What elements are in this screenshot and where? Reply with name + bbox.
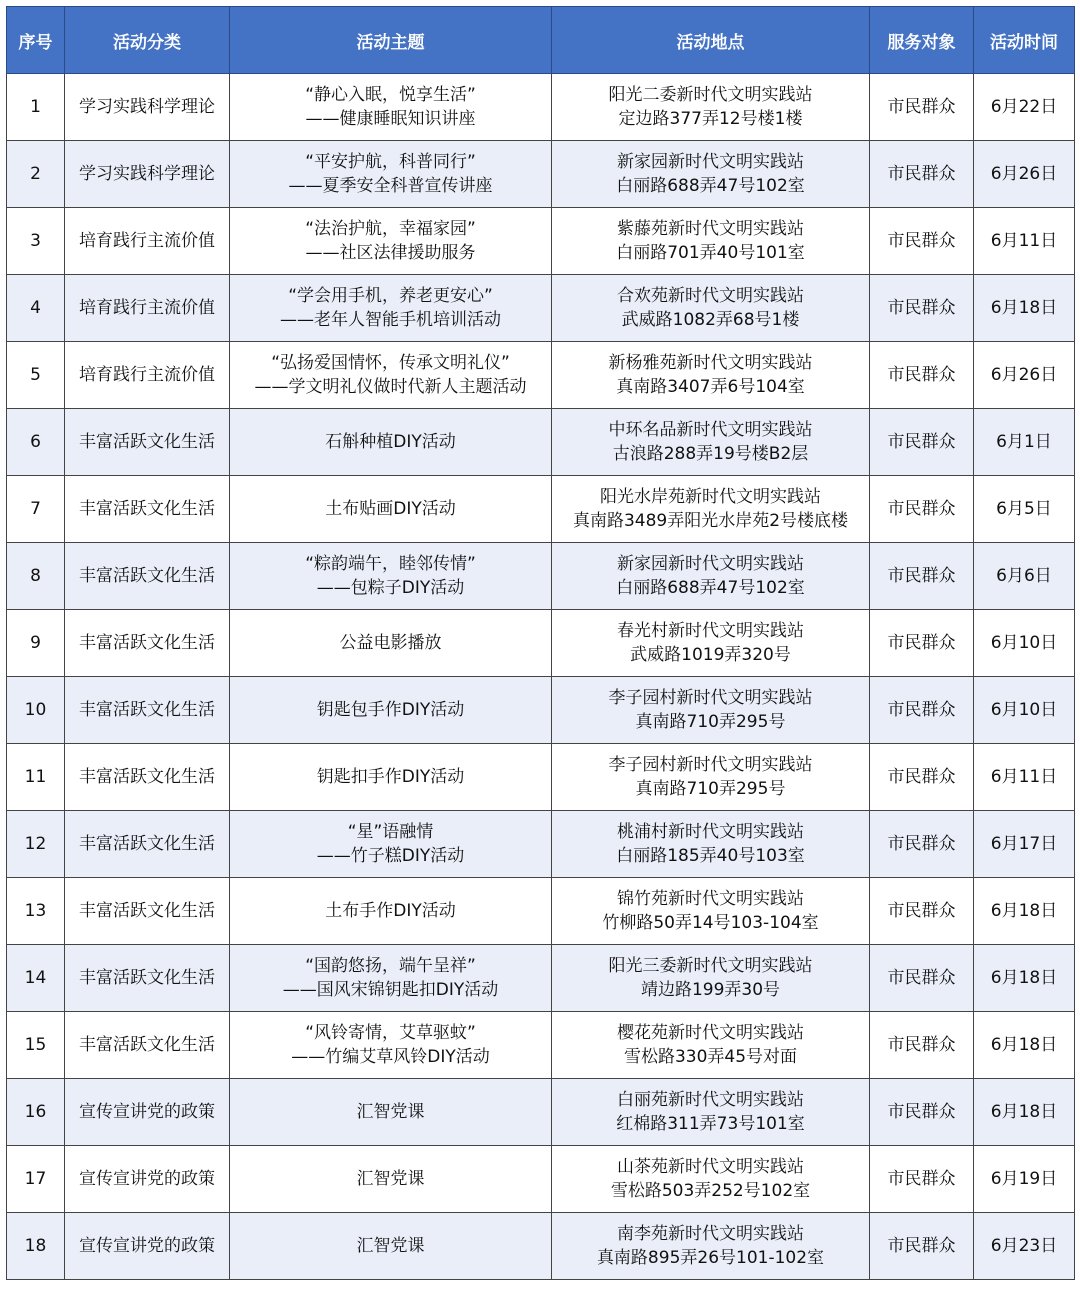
cell-location-line: 桃浦村新时代文明实践站 [617,822,804,842]
cell-date: 6月11日 [974,208,1075,275]
cell-location [552,610,870,677]
table-row [7,945,1075,1012]
header-audience: 服务对象 [870,7,974,74]
cell-category: 丰富活跃文化生活 [65,744,230,811]
cell-topic [230,409,552,476]
cell-topic-line: ——健康睡眠知识讲座 [305,109,476,129]
cell-audience: 市民群众 [870,878,974,945]
cell-topic-line: “弘扬爱国情怀，传承文明礼仪” [271,353,510,373]
cell-topic-line: 土布手作DIY活动 [325,901,456,921]
cell-topic [230,1213,552,1280]
cell-audience: 市民群众 [870,677,974,744]
cell-location-line: 竹柳路50弄14号103-104室 [602,913,819,933]
cell-category: 丰富活跃文化生活 [65,409,230,476]
cell-date: 6月23日 [974,1213,1075,1280]
cell-audience: 市民群众 [870,208,974,275]
table-row [7,476,1075,543]
cell-topic-line: ——夏季安全科普宣传讲座 [288,176,493,196]
cell-location [552,275,870,342]
cell-topic-line: “学会用手机，养老更安心” [288,286,493,306]
header-location: 活动地点 [552,7,870,74]
cell-topic-line: ——竹编艾草风铃DIY活动 [291,1047,490,1067]
cell-audience: 市民群众 [870,476,974,543]
cell-date: 6月1日 [974,409,1075,476]
cell-location-line: 合欢苑新时代文明实践站 [617,286,804,306]
cell-location-line: 新杨雅苑新时代文明实践站 [608,353,813,373]
cell-topic-line: “国韵悠扬，端午呈祥” [305,956,476,976]
cell-topic-line: ——学文明礼仪做时代新人主题活动 [254,377,527,397]
cell-topic-line: 汇智党课 [356,1236,425,1256]
cell-no: 4 [7,275,65,342]
cell-location-line: 真南路710弄295号 [635,779,786,799]
cell-topic-line: ——老年人智能手机培训活动 [280,310,501,330]
cell-location-line: 武威路1019弄320号 [630,645,791,665]
cell-topic-line: “静心入眠，悦享生活” [305,85,476,105]
table-row [7,1012,1075,1079]
cell-location-line: 靖边路199弄30号 [640,980,781,1000]
cell-location-line: 山茶苑新时代文明实践站 [617,1157,804,1177]
cell-location [552,74,870,141]
cell-no: 5 [7,342,65,409]
cell-category: 宣传宣讲党的政策 [65,1146,230,1213]
cell-date: 6月18日 [974,1079,1075,1146]
cell-audience: 市民群众 [870,275,974,342]
cell-topic-line: 公益电影播放 [339,633,442,653]
cell-category: 丰富活跃文化生活 [65,677,230,744]
cell-topic [230,1079,552,1146]
table-row [7,610,1075,677]
cell-audience: 市民群众 [870,342,974,409]
cell-topic [230,610,552,677]
cell-topic [230,878,552,945]
table-body [7,74,1075,1280]
cell-audience: 市民群众 [870,1012,974,1079]
cell-category: 宣传宣讲党的政策 [65,1213,230,1280]
cell-category: 培育践行主流价值 [65,275,230,342]
cell-location-line: 真南路3407弄6号104室 [616,377,805,397]
table-row [7,208,1075,275]
cell-date: 6月22日 [974,74,1075,141]
table-row [7,1079,1075,1146]
cell-category: 丰富活跃文化生活 [65,543,230,610]
cell-category: 学习实践科学理论 [65,141,230,208]
cell-topic-line: “平安护航，科普同行” [305,152,476,172]
cell-topic [230,74,552,141]
cell-topic [230,945,552,1012]
cell-date: 6月26日 [974,342,1075,409]
cell-location-line: 定边路377弄12号楼1楼 [618,109,803,129]
cell-audience: 市民群众 [870,811,974,878]
cell-location-line: 新家园新时代文明实践站 [617,554,804,574]
cell-location [552,744,870,811]
cell-location-line: 阳光三委新时代文明实践站 [608,956,813,976]
cell-date: 6月18日 [974,878,1075,945]
cell-location-line: 南李苑新时代文明实践站 [617,1224,804,1244]
cell-location-line: 白丽路185弄40号103室 [616,846,805,866]
cell-date: 6月5日 [974,476,1075,543]
table-row [7,543,1075,610]
table-row [7,1146,1075,1213]
cell-audience: 市民群众 [870,1146,974,1213]
table-header [7,7,1075,74]
table-row [7,74,1075,141]
cell-no: 17 [7,1146,65,1213]
cell-location-line: 白丽苑新时代文明实践站 [617,1090,804,1110]
cell-audience: 市民群众 [870,409,974,476]
cell-topic-line: 钥匙扣手作DIY活动 [316,767,465,787]
cell-audience: 市民群众 [870,543,974,610]
cell-date: 6月10日 [974,677,1075,744]
cell-category: 丰富活跃文化生活 [65,1012,230,1079]
cell-location [552,1012,870,1079]
cell-topic-line: ——包粽子DIY活动 [316,578,465,598]
header-date: 活动时间 [974,7,1075,74]
cell-date: 6月26日 [974,141,1075,208]
cell-audience: 市民群众 [870,141,974,208]
cell-topic-line: ——社区法律援助服务 [305,243,476,263]
cell-topic-line: 汇智党课 [356,1169,425,1189]
header-topic: 活动主题 [230,7,552,74]
cell-location [552,208,870,275]
cell-no: 8 [7,543,65,610]
cell-no: 11 [7,744,65,811]
cell-category: 培育践行主流价值 [65,342,230,409]
cell-location-line: 真南路710弄295号 [635,712,786,732]
cell-topic [230,811,552,878]
cell-no: 3 [7,208,65,275]
cell-date: 6月10日 [974,610,1075,677]
cell-category: 培育践行主流价值 [65,208,230,275]
table-row [7,1213,1075,1280]
cell-location [552,945,870,1012]
table-row [7,409,1075,476]
cell-date: 6月18日 [974,275,1075,342]
cell-category: 宣传宣讲党的政策 [65,1079,230,1146]
cell-location [552,342,870,409]
cell-date: 6月19日 [974,1146,1075,1213]
cell-audience: 市民群众 [870,610,974,677]
cell-location-line: 白丽路701弄40号101室 [616,243,805,263]
cell-topic [230,141,552,208]
cell-audience: 市民群众 [870,1213,974,1280]
cell-audience: 市民群众 [870,945,974,1012]
cell-location [552,1079,870,1146]
cell-location [552,1146,870,1213]
cell-topic [230,208,552,275]
cell-location-line: 红棉路311弄73号101室 [616,1114,805,1134]
table-row [7,677,1075,744]
cell-topic [230,1012,552,1079]
cell-category: 丰富活跃文化生活 [65,878,230,945]
cell-no: 7 [7,476,65,543]
cell-topic [230,677,552,744]
cell-topic-line: ——国风宋锦钥匙扣DIY活动 [282,980,499,1000]
cell-topic [230,1146,552,1213]
table-row [7,342,1075,409]
cell-location-line: 雪松路330弄45号对面 [623,1047,798,1067]
cell-topic-line: 钥匙包手作DIY活动 [316,700,465,720]
header-row [7,7,1075,74]
table-row [7,275,1075,342]
cell-no: 10 [7,677,65,744]
cell-audience: 市民群众 [870,1079,974,1146]
cell-location [552,141,870,208]
cell-location-line: 古浪路288弄19号楼B2层 [612,444,809,464]
header-category: 活动分类 [65,7,230,74]
cell-date: 6月11日 [974,744,1075,811]
cell-location-line: 白丽路688弄47号102室 [616,578,805,598]
cell-topic [230,744,552,811]
cell-no: 2 [7,141,65,208]
cell-location-line: 白丽路688弄47号102室 [616,176,805,196]
cell-location-line: 阳光二委新时代文明实践站 [608,85,813,105]
cell-topic-line: “星”语融情 [347,822,434,842]
cell-topic-line: 石斛种植DIY活动 [325,432,456,452]
cell-category: 丰富活跃文化生活 [65,476,230,543]
cell-location-line: 李子园村新时代文明实践站 [608,688,813,708]
cell-topic [230,342,552,409]
cell-no: 6 [7,409,65,476]
cell-category: 丰富活跃文化生活 [65,610,230,677]
cell-location-line: 紫藤苑新时代文明实践站 [617,219,804,239]
cell-no: 13 [7,878,65,945]
cell-location [552,878,870,945]
cell-location-line: 中环名品新时代文明实践站 [608,420,813,440]
cell-location-line: 阳光水岸苑新时代文明实践站 [600,487,821,507]
cell-topic-line: “法治护航，幸福家园” [305,219,476,239]
cell-location-line: 锦竹苑新时代文明实践站 [617,889,804,909]
cell-topic-line: 汇智党课 [356,1102,425,1122]
cell-audience: 市民群众 [870,74,974,141]
cell-location [552,677,870,744]
cell-location [552,543,870,610]
cell-category: 学习实践科学理论 [65,74,230,141]
cell-no: 12 [7,811,65,878]
cell-no: 9 [7,610,65,677]
cell-category: 丰富活跃文化生活 [65,811,230,878]
cell-location [552,409,870,476]
cell-location-line: 新家园新时代文明实践站 [617,152,804,172]
activity-table [6,6,1075,1280]
cell-location-line: 真南路3489弄阳光水岸苑2号楼底楼 [572,511,849,531]
cell-location-line: 武威路1082弄68号1楼 [621,310,800,330]
cell-audience: 市民群众 [870,744,974,811]
cell-topic [230,275,552,342]
cell-topic-line: “粽韵端午，睦邻传情” [305,554,476,574]
header-no: 序号 [7,7,65,74]
cell-location [552,476,870,543]
table-row [7,878,1075,945]
table-row [7,141,1075,208]
cell-location-line: 春光村新时代文明实践站 [617,621,804,641]
cell-location-line: 真南路895弄26号101-102室 [596,1248,825,1268]
cell-no: 16 [7,1079,65,1146]
cell-topic [230,476,552,543]
cell-no: 14 [7,945,65,1012]
table-row [7,811,1075,878]
cell-date: 6月18日 [974,1012,1075,1079]
cell-location [552,1213,870,1280]
cell-topic-line: ——竹子糕DIY活动 [316,846,465,866]
cell-location [552,811,870,878]
activity-schedule [6,6,1075,1280]
cell-topic-line: “风铃寄情，艾草驱蚊” [305,1023,476,1043]
cell-topic-line: 土布贴画DIY活动 [325,499,456,519]
cell-no: 15 [7,1012,65,1079]
cell-date: 6月6日 [974,543,1075,610]
cell-date: 6月17日 [974,811,1075,878]
table-row [7,744,1075,811]
cell-date: 6月18日 [974,945,1075,1012]
cell-location-line: 樱花苑新时代文明实践站 [617,1023,804,1043]
cell-location-line: 李子园村新时代文明实践站 [608,755,813,775]
cell-category: 丰富活跃文化生活 [65,945,230,1012]
cell-no: 18 [7,1213,65,1280]
cell-no: 1 [7,74,65,141]
cell-location-line: 雪松路503弄252号102室 [610,1181,811,1201]
cell-topic [230,543,552,610]
